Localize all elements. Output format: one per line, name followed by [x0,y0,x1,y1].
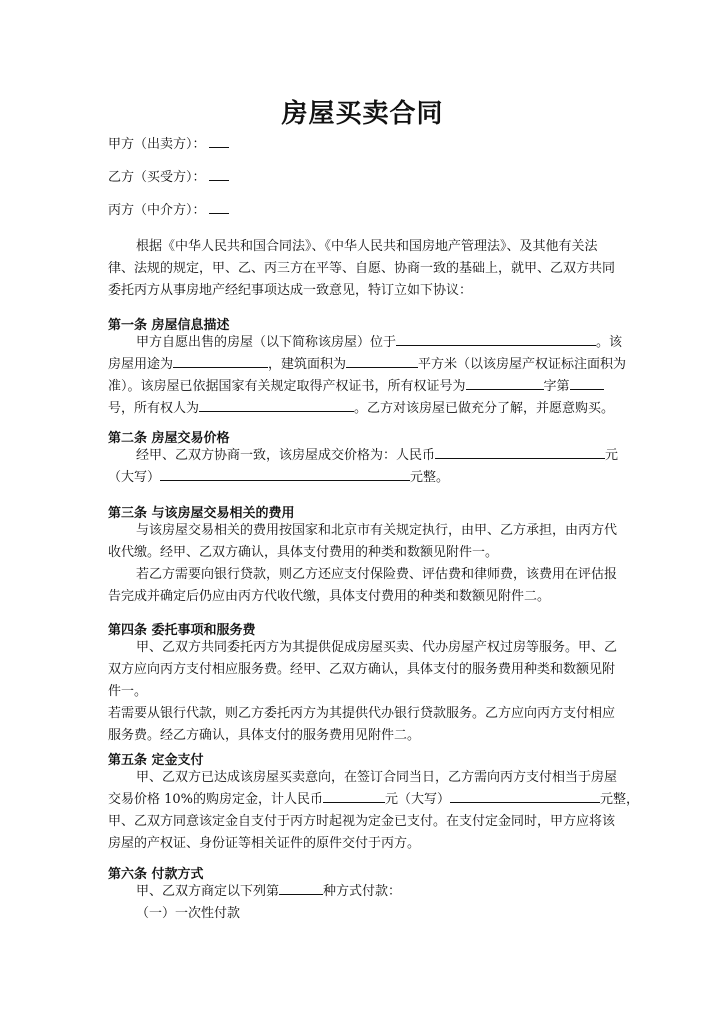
article-6-text: 甲、乙双方商定以下列第 [136,884,280,899]
article-5-text: 元整， [600,792,640,807]
article-5-body [108,767,640,855]
article-1-text: 房屋用途为 [108,357,174,372]
article-4-line: 双方应向丙方支付相应服务费。经甲、乙双方确认，具体支付的服务费用种类和数额见附 [108,662,616,677]
document-title: 房屋买卖合同 [281,99,444,129]
party-c-blank [209,201,229,214]
deposit-blank [323,790,385,803]
certificate-number-blank [570,377,604,390]
preamble-line: 委托丙方从事房地产经纪事项达成一致意见，特订立如下协议： [108,283,473,298]
article-2-text: （大写） [108,470,161,485]
price-words-blank [160,468,410,481]
article-1-heading: 第一条 房屋信息描述 [108,318,230,333]
article-2-text: 经甲、乙双方协商一致，该房屋成交价格为：人民币 [136,448,436,463]
area-blank [346,355,418,368]
owner-blank [199,399,354,412]
article-3-line: 与该房屋交易相关的费用按国家和北京市有关规定执行，由甲、乙方承担，由丙方代 [136,523,618,538]
article-3-line: 告完成并确定后仍应由丙方代收代缴，具体支付费用的种类和数额见附件二。 [108,589,551,604]
article-1-text: 甲方自愿出售的房屋（以下简称该房屋）位于 [136,335,397,350]
usage-blank [173,355,268,368]
article-4-line: 若需要从银行代款，则乙方委托丙方为其提供代办银行贷款服务。乙方应向丙方支付相应 [108,706,616,721]
party-c [108,201,229,220]
article-5-line: 甲、乙双方已达成该房屋买卖意向，在签订合同当日，乙方需向丙方支付相当于房屋 [136,770,618,785]
party-b [108,168,229,187]
article-5-line [108,789,640,811]
payment-method-blank [279,882,323,895]
price-blank [435,446,605,459]
article-1-text: 。该 [596,335,623,350]
preamble [108,236,618,302]
article-4-line: 服务费。经乙方确认，具体支付的服务费用见附件二。 [108,728,421,743]
party-a-blank [209,135,229,148]
preamble-line: 根据《中华人民共和国合同法》、《中华人民共和国房地产管理法》、及其他有关法 [136,239,598,254]
article-6-body [108,881,618,925]
party-c-label: 丙方（中介方）： [108,203,206,218]
article-2-text: 元 [605,448,619,463]
article-1-text: 准）。该房屋已依据国家有关规定取得产权证书，所有权证号为 [108,379,466,394]
article-1-line [108,354,627,376]
article-2-heading: 第二条 房屋交易价格 [108,431,230,446]
article-1-text: 字第 [543,379,570,394]
article-1-line [108,376,618,398]
article-2-line [108,467,618,489]
article-5-text: 元（大写） [385,792,451,807]
article-3-body [108,520,618,608]
article-3-line: 若乙方需要向银行贷款，则乙方还应支付保险费、评估费和律师费，该费用在评估报 [136,567,618,582]
article-1-text: 平方米（以该房屋产权证标注面积为 [418,357,627,372]
party-a-label: 甲方（出卖方）： [108,137,206,152]
article-4-line: 甲、乙双方共同委托丙方为其提供促成房屋买卖、代办房屋产权过房等服务。甲、乙 [136,640,618,655]
article-5-text: 交易价格 10%的购房定金，计人民币 [108,792,324,807]
article-6-heading: 第六条 付款方式 [108,867,204,882]
article-3-heading: 第三条 与该房屋交易相关的费用 [108,506,295,521]
article-1-text: 。乙方对该房屋已做充分了解，并愿意购买。 [354,401,615,416]
article-6-text: 种方式付款： [323,884,402,899]
article-1-body [108,332,627,420]
article-4-body [108,637,618,747]
article-5-line: 房屋的产权证、身份证等相关证件的原件交付于丙方。 [108,836,421,851]
party-b-label: 乙方（买受方）： [108,170,206,185]
certificate-blank [466,377,544,390]
preamble-line: 律、法规的规定，甲、乙、丙三方在平等、自愿、协商一致的基础上，就甲、乙双方共同 [108,261,616,276]
article-1-text: 号，所有权人为 [108,401,200,416]
article-6-line: （一）一次性付款 [136,906,241,921]
article-1-text: ，建筑面积为 [268,357,347,372]
article-1-line [108,398,618,420]
location-blank [396,333,596,346]
article-2-text: 元整。 [410,470,450,485]
article-2-line [108,445,618,467]
article-6-line [108,881,618,903]
party-b-blank [209,168,229,181]
party-a [108,135,229,154]
article-4-line: 件一。 [108,684,148,699]
deposit-words-blank [450,790,600,803]
article-5-heading: 第五条 定金支付 [108,753,204,768]
article-2-body [108,445,618,489]
article-5-line: 甲、乙双方同意该定金自支付于丙方时起视为定金已支付。在支付定金同时，甲方应将该 [108,814,616,829]
article-3-line: 收代缴。经甲、乙双方确认，具体支付费用的种类和数额见附件一。 [108,545,499,560]
article-4-heading: 第四条 委托事项和服务费 [108,623,256,638]
article-1-line [108,332,623,354]
